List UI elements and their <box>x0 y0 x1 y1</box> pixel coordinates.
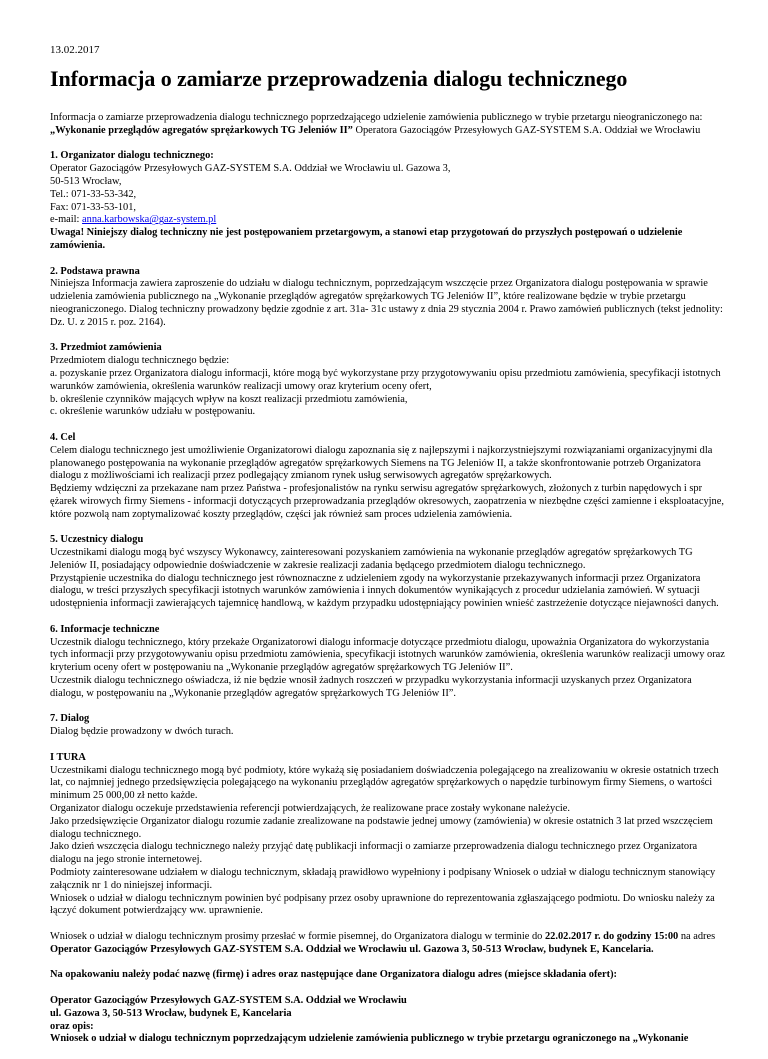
list-item: a. pozyskanie przez Organizatora dialogu informacji, które mogą być wykorzystane przy przygotowywaniu opisu przedmiotu zamówienia, specyfikacji istotnych warunków zamówienia, określenia warunków realizacji umowy oraz kryterium oceny ofert, <box>50 367 721 392</box>
section-text: Przystąpienie uczestnika do dialogu technicznego jest równoznaczne z udzieleniem zgody na wykorzystanie przekazywanych informacji przez Organizatora dialogu, w treści przyszłych specyfikacji istotnych warunków zamówienia i innych dokumentów wynikających z procedur udzielania zamówień. W sytuacji udostępnienia informacji zawierających tajemnicę handlową, w każdym przypadku udostępniający powinien wnieść zastrzeżenie dotyczące niejawności danych. <box>50 572 719 610</box>
organizer-fax: Fax: 071-33-53-101, <box>50 201 137 213</box>
intro-text: Informacja o zamiarze przeprowadzenia dialogu technicznego poprzedzającego udzielenie zamówienia publicznego w trybie przetargu nieograniczonego na: <box>50 112 703 123</box>
email-label: e-mail: <box>50 214 83 226</box>
packaging-heading: Na opakowaniu należy podać nazwę (firmę) i adres oraz następujące dane Organizatora dialogu adres (miejsce składania ofert): <box>50 969 618 981</box>
section-text: Uczestnikami dialogu mogą być wszyscy Wykonawcy, zainteresowani pozyskaniem zamówienia na wykonanie przeglądów agregatów sprężarkowych TG Jeleniów II, posiadający odpowiednie doświadczenie w zakresie realizacji zadania będącego przedmiotem dialogu technicznego. <box>50 547 693 571</box>
intro-title: „Wykonanie przeglądów agregatów sprężarkowych TG Jeleniów II” <box>50 124 353 136</box>
organizer-city: 50-513 Wrocław, <box>50 175 122 187</box>
warning-note: Uwaga! Niniejszy dialog techniczny nie jest postępowaniem przetargowym, a stanowi etap przygotowań do przyszłych postępowań o udzielenie zamówienia. <box>50 227 683 251</box>
section-heading: 6. Informacje techniczne <box>50 623 160 635</box>
organizer-name: Operator Gazociągów Przesyłowych GAZ-SYSTEM S.A. Oddział we Wrocławiu ul. Gazowa 3, <box>50 163 451 175</box>
organizer-phone: Tel.: 071-33-53-342, <box>50 188 137 200</box>
section-legal-basis <box>50 266 726 330</box>
section-text: Jako przedsięwzięcie Organizator dialogu rozumie zadanie zrealizowane na podstawie jednej umowy (zamówienia) w okresie ostatnich 3 lat przed wszczęciem dialogu technicznego. <box>50 815 713 840</box>
submission-text: na adres <box>678 931 716 942</box>
section-heading: 7. Dialog <box>50 713 90 725</box>
section-text: Niniejsza Informacja zawiera zaproszenie do udziału w dialogu technicznym, poprzedzającym wszczęcie przez Organizatora dialogu postępowania w sprawie udzielenia zamówienia publicznego na „Wykonanie przeglądów agregatów sprężarkowych TG Jeleniów II”, które realizowane będzie w trybie przetargu nieograniczonego. Dialog techniczny prowadzony będzie zgodnie z art. 31a- 31c ustawy z dnia 29 stycznia 2004 r. Prawo zamówień publicznych (tekst jednolity: Dz. U. z 2015 r. poz. 2164). <box>50 278 723 328</box>
address-line: ul. Gazowa 3, 50-513 Wrocław, budynek E, Kancelaria <box>50 1007 292 1019</box>
section-heading: 3. Przedmiot zamówienia <box>50 342 162 354</box>
section-text: Podmioty zainteresowane udziałem w dialogu technicznym, składają prawidłowo wypełniony i podpisany Wniosek o udział w dialogu technicznym stanowiący załącznik nr 1 do niniejszej informacji. <box>50 867 716 891</box>
section-text: Celem dialogu technicznego jest umożliwienie Organizatorowi dialogu zapoznania się z najlepszymi i najkorzystniejszymi rozwiązaniami organizacyjnymi dla planowanego postępowania na wykonanie przeglądów agregatów sprężarkowych Siemens na TG Jeleniów II, a także skonfrontowanie potrzeb Organizatora dialogu z możliwościami ich realizacji przez podlegający zmianom rynek usług serwisowych agregatów sprężarkowych. <box>50 444 713 482</box>
submission-address: Operator Gazociągów Przesyłowych GAZ-SYSTEM S.A. Oddział we Wrocławiu ul. Gazowa 3, 50-513 Wrocław, budynek E, Kancelaria. <box>50 943 654 955</box>
packaging-paragraph <box>50 969 726 982</box>
intro-paragraph <box>50 112 726 138</box>
section-heading: 4. Cel <box>50 431 76 443</box>
section-participants <box>50 534 726 611</box>
section-text: Dialog będzie prowadzony w dwóch turach. <box>50 726 234 738</box>
section-first-round <box>50 752 726 918</box>
submission-deadline: 22.02.2017 r. do godziny 15:00 <box>544 931 679 942</box>
section-heading: 2. Podstawa prawna <box>50 265 140 277</box>
section-goal <box>50 432 726 522</box>
section-text: Przedmiotem dialogu technicznego będzie: <box>50 355 230 367</box>
page-title: Informacja o zamiarze przeprowadzenia dialogu technicznego <box>50 66 628 91</box>
address-line: oraz opis: <box>50 1020 94 1032</box>
address-block <box>50 995 726 1046</box>
list-item: c. określenie warunków udziału w postępowaniu. <box>50 406 256 418</box>
section-text: Organizator dialogu oczekuje przedstawienia referencji potwierdzających, że realizowane prace zostały wykonane należycie. <box>50 803 570 815</box>
section-heading: 5. Uczestnicy dialogu <box>50 534 144 546</box>
section-technical-info <box>50 624 726 701</box>
publication-date: 13.02.2017 <box>50 44 100 56</box>
section-organizer <box>50 150 726 252</box>
section-dialog <box>50 713 726 739</box>
document-body <box>50 112 726 1059</box>
address-line: Wniosek o udział w dialogu technicznym poprzedzającym udzielenie zamówienia publicznego w trybie przetargu ograniczonego na „Wykonanie <box>50 1033 689 1045</box>
section-subject <box>50 342 726 419</box>
submission-text: Wniosek o udział w dialogu technicznym prosimy przesłać w formie pisemnej, do Organizatora dialogu w terminie do <box>50 931 545 942</box>
section-text: Uczestnik dialogu technicznego oświadcza, iż nie będzie wnosił żadnych roszczeń w przypadku wykorzystania informacji uzyskanych przez Organizatora dialogu, w postępowaniu na „Wykonanie przeglądów agregatów sprężarkowych TG Jeleniów II”. <box>50 675 692 699</box>
address-line: Operator Gazociągów Przesyłowych GAZ-SYSTEM S.A. Oddział we Wrocławiu <box>50 994 407 1006</box>
section-text: Będziemy wdzięczni za przekazane nam przez Państwa - profesjonalistów na rynku serwisu agregatów sprężarkowych, złożonych z turbin napędowych i spr ężarek wirowych firmy Siemens - informacji dotyczących przeprowadzania przeglądów okresowych, zaopatrzenia w niezbędne części zamienne i eksploatacyjne, które pozwolą nam zoptymalizować koszty przeglądów, części jak również sam proces udzielenia zamówienia. <box>50 483 724 520</box>
list-item: b. określenie czynników mających wpływ na koszt realizacji przedmiotu zamówienia, <box>50 393 408 405</box>
section-heading: 1. Organizator dialogu technicznego: <box>50 150 214 162</box>
submission-paragraph <box>50 931 726 957</box>
section-text: Jako dzień wszczęcia dialogu technicznego należy przyjąć datę publikacji informacji o zamiarze przeprowadzenia dialogu technicznego przez Organizatora dialogu na jego stronie internetowej. <box>50 841 698 866</box>
section-text: Wniosek o udział w dialogu technicznym powinien być podpisany przez osoby uprawnione do reprezentowania zgłaszającego podmiotu. Do wniosku należy za łączyć dokument potwierdzający ww. uprawnienie. <box>50 892 715 917</box>
email-link[interactable]: anna.karbowska@gaz-system.pl <box>82 214 217 226</box>
section-heading: I TURA <box>50 751 86 763</box>
intro-tail: Operatora Gazociągów Przesyłowych GAZ-SYSTEM S.A. Oddział we Wrocławiu <box>352 124 701 136</box>
section-text: Uczestnik dialogu technicznego, który przekaże Organizatorowi dialogu informacje dotyczące przedmiotu dialogu, upoważnia Organizatora do wykorzystania tych informacji przy przygotowywaniu opisu przedmiotu zamówienia, specyfikacji istotnych warunków zamówienia, określenia warunków realizacji umowy oraz kryterium oceny ofert w postępowaniu na „Wykonanie przeglądów agregatów sprężarkowych TG Jeleniów II”. <box>50 636 725 674</box>
section-text: Uczestnikami dialogu technicznego mogą być podmioty, które wykażą się posiadaniem doświadczenia polegającego na zrealizowaniu w okresie ostatnich trzech lat, co najmniej jednego przedsięwzięcia polegającego na wykonaniu przeglądów agregatów sprężarkowych o napędzie turbinowym firmy Siemens, o wartości minimum 25 000,00 zł netto każde. <box>50 764 719 802</box>
